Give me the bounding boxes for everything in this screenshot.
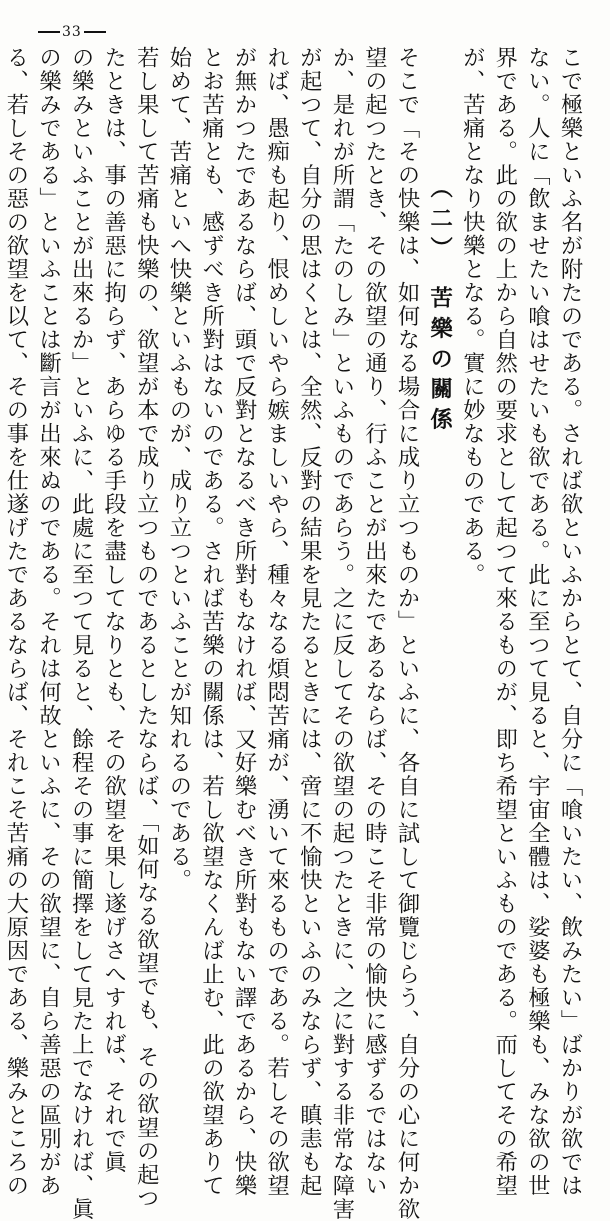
text-column: 若し果して苦痛も快樂の、欲望が本で成り立つものであるとしたならば、「如何なる欲望でも、その欲望の起つ xyxy=(133,46,160,1210)
text-column: とお苦痛とも、感ずべき所對はないのである。されば苦樂の關係は、若し欲望なくんば止む、此の欲望ありて xyxy=(198,46,225,1198)
page-number xyxy=(36,24,108,40)
text-column: そこで「その快樂は、如何なる場合に成り立つものか」といふに、各自に試して御覽じらう、自分の心に何か欲 xyxy=(394,46,421,1221)
text-column: の樂みといふことが出來るか」といふに、此處に至つて見ると、餘程その事に簡擇をして見た上でなければ、眞 xyxy=(68,46,95,1221)
text-column: ない。人に「飲ませたい喰はせたいも欲である。此に至つて見ると、宇宙全體は、娑婆も極樂も、みな欲の世 xyxy=(524,46,551,1198)
text-column: れば、愚痴も起り、恨めしいやら嫉ましいやら、種々なる煩悶苦痛が、湧いて來るものである。若しその欲望 xyxy=(263,46,290,1198)
text-column: こで極樂といふ名が附たのである。されば欲といふからとて、自分に「喰いたい、飲みたい」ばかりが欲では xyxy=(557,46,583,1198)
text-column: の樂みである」といふことは斷言が出來ぬのである。それは何故といふに、その欲望に、自ら善惡の區別があ xyxy=(35,46,62,1198)
folio-rule-left xyxy=(38,31,60,33)
text-column: 始めて、苦痛といへ快樂といふものが、成り立つといふことが知れるのである。 xyxy=(165,46,192,892)
text-column: が、苦痛となり快樂となる。實に妙なものである。 xyxy=(459,46,486,587)
folio-rule-right xyxy=(84,31,106,33)
section-heading: （二） 苦樂の關係 xyxy=(426,176,453,438)
text-column: か、是れが所謂「たのしみ」といふものであらう。之に反してその欲望の起つたときに、之に對する非常な障害 xyxy=(328,46,355,1221)
text-column: る、若しその惡の欲望を以て、その事を仕遂げたであるならば、それこそ苦痛の大原因である、樂みところの xyxy=(2,46,29,1198)
text-column: たときは、事の善惡に拘らず、あらゆる手段を盡してなりとも、その欲望を果し遂げさへすれば、それで眞 xyxy=(100,46,127,1174)
vertical-text-body xyxy=(2,46,586,1221)
text-column: 望の起つたとき、その欲望の通り、行ふことが出來たであるならば、その時こそ非常の愉快に感ずるではない xyxy=(361,46,388,1198)
page-number-text: 33 xyxy=(62,24,82,40)
text-column: 界である。此の欲の上から自然の要求として起つて來るものが、即ち希望といふものである。而してその希望 xyxy=(491,46,518,1198)
text-column: が無かつたであるならば、頭で反對となるべき所對もなければ、又好樂むべき所對もない譯であるから、快樂 xyxy=(231,46,258,1198)
text-column: が起つて、自分の思はくとは、全然、反對の結果を見たるときには、啻に不愉快といふのみならず、瞋恚も起 xyxy=(296,46,323,1198)
